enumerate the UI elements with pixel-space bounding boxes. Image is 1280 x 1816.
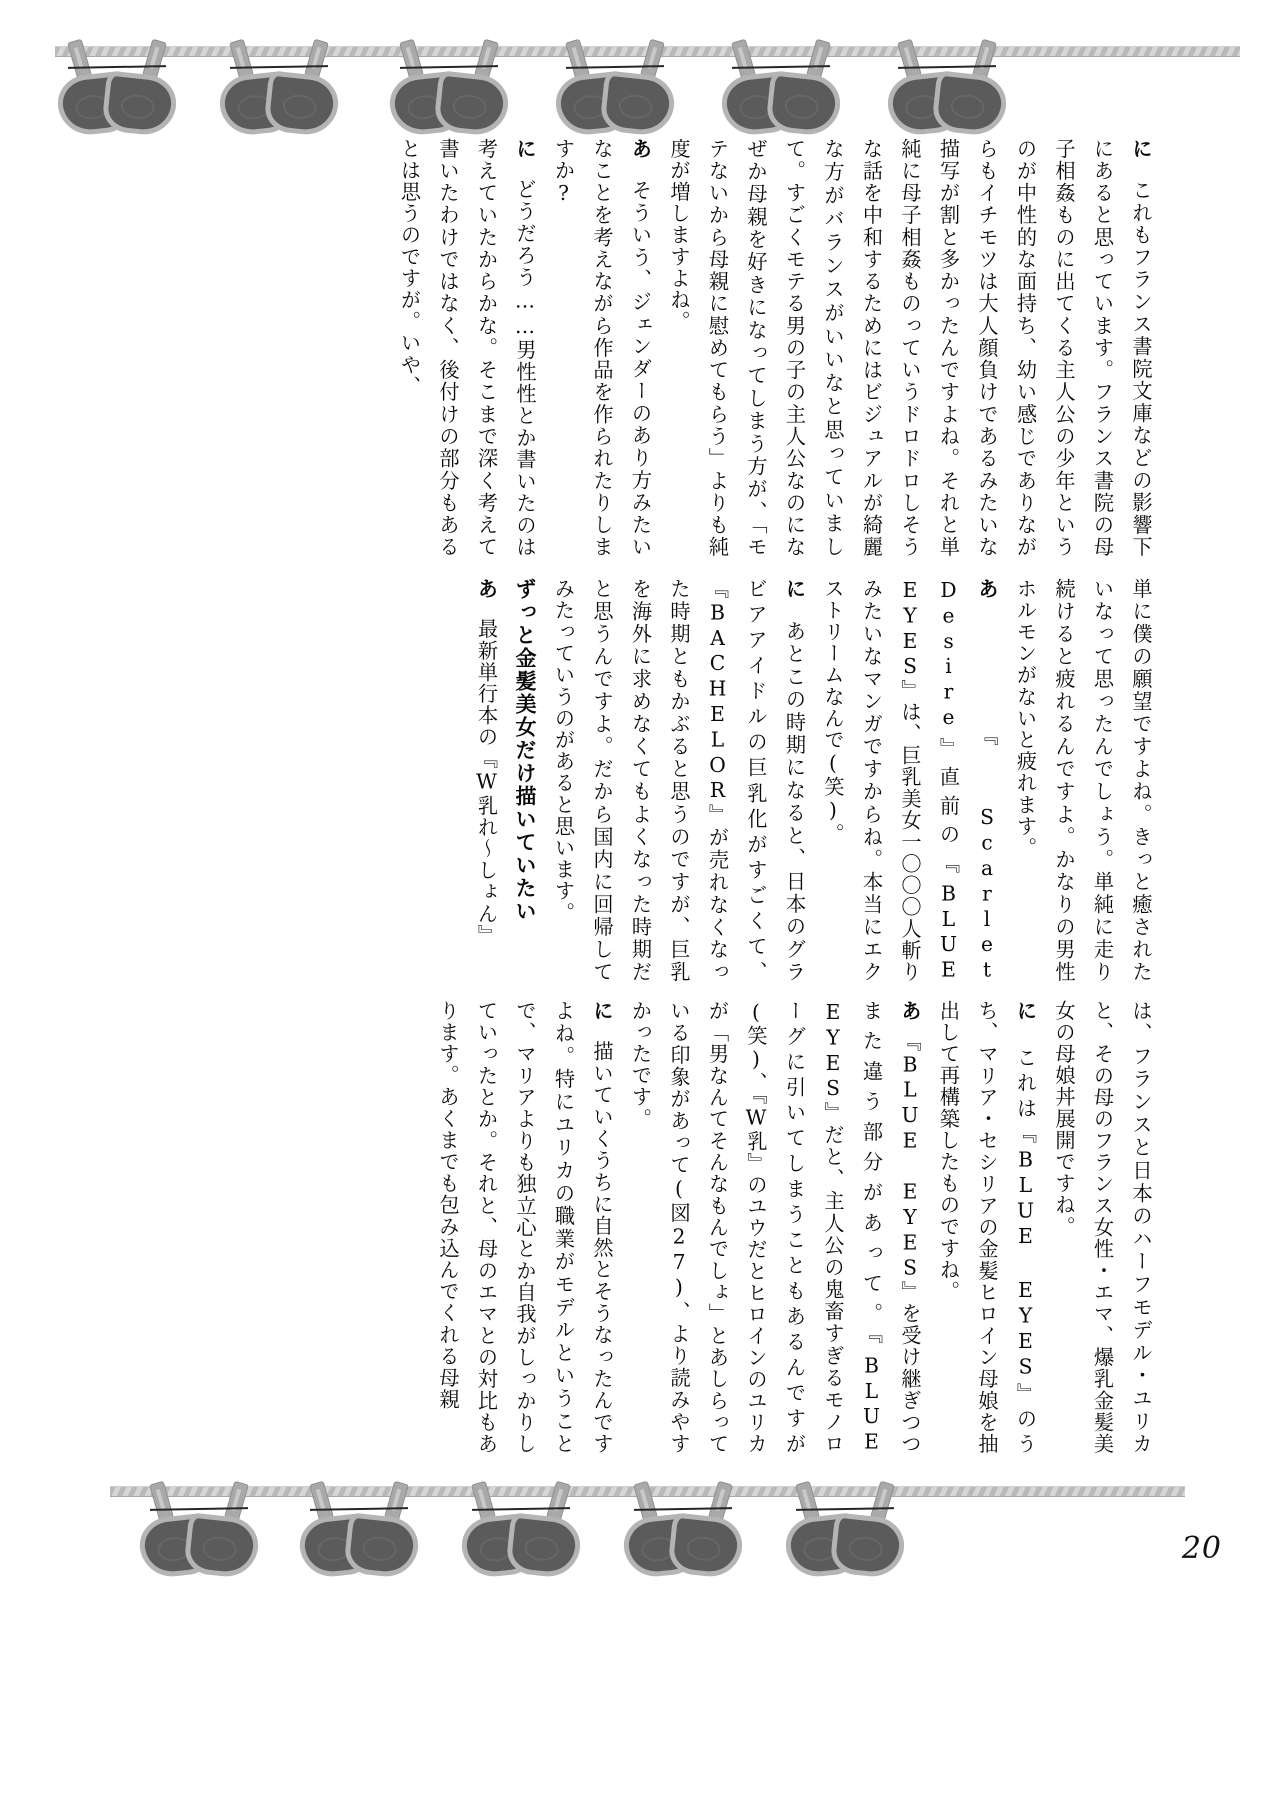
bra-cup-left [55,70,133,137]
bra-strap [230,65,328,69]
article-body [100,138,1160,1458]
speaker-gap [513,158,537,178]
clothesline-rope [55,46,1240,57]
speaker-label: に [782,578,807,600]
bra-icon [624,1494,742,1568]
speaker-gap [590,1020,614,1040]
paragraph [544,138,660,558]
clothespin-icon [309,1481,334,1522]
paragraph [429,1000,622,1455]
clothespin-icon [304,39,329,80]
section-heading [506,578,545,983]
clothespin-icon [229,39,254,80]
bra-icon [220,52,338,126]
text-block-top [100,138,1160,558]
clothespin-icon [731,39,756,80]
bra-icon [462,1494,580,1568]
speaker-label: あ [628,138,653,159]
bra-strap [150,1507,248,1511]
bra-cup-right [765,70,843,137]
clothespin-icon [795,1481,820,1522]
bra-cup-left [885,70,963,137]
speaker-gap [475,598,499,618]
bra-strap [898,65,996,69]
bra-strap [472,1507,570,1511]
text-block-bottom [100,1000,1160,1455]
speaker-label: に [1013,1000,1038,1024]
bra-icon [140,1494,258,1568]
paragraph [929,1000,1045,1455]
speaker-label: に [1129,138,1153,159]
speaker-gap [1014,1024,1038,1048]
paragraph-text: は、フランスと日本のハーフモデル・ユリカと、その母のフランス女性・エマ、爆乳金髪美女の母娘丼展開ですね。 [1052,1000,1153,1455]
clothespin-icon [565,39,590,80]
bra-cup-left [719,70,797,137]
clothespin-icon [399,39,424,80]
clothespin-icon [224,1481,249,1522]
bra-icon [390,52,508,126]
paragraph-text: 描いていくうちに自然とそうなったんですよね。特にユリカの職業がモデルということで、マリアよりも独立心とか自我がしっかりしていったとか。それと、母のエマとの対比もあります。あくまでも包み込んでくれる母親 [436,1000,614,1456]
bra-cup-right [263,70,341,137]
clothespin-icon [870,1481,895,1522]
clothespin-icon [149,1481,174,1522]
clothespin-icon [806,39,831,80]
bottom-clothesline-decoration [0,1470,1280,1600]
clothespin-icon [640,39,665,80]
clothesline-rope [110,1486,1185,1497]
paragraph-text: 『Scarlet Desire』直前の『BLUE EYES』は、巨乳美女一〇〇〇人斬りみたいなマンガですからね。本当にエクストリームなんで(笑)。 [821,578,999,984]
bra-cup-right [101,70,179,137]
paragraph [660,138,1161,558]
paragraph-text: これは『BLUE EYES』のうち、マリア・セシリアの金髪ヒロイン母娘を抽出して再構築したものですね。 [936,1000,1038,1455]
bra-icon [300,1494,418,1568]
speaker-gap [898,1020,922,1040]
bra-cup-left [621,1512,699,1579]
speaker-label: に [590,1000,614,1021]
paragraph [1006,578,1160,983]
speaker-gap [783,599,807,620]
bra-cup-right [505,1512,583,1579]
clothespin-icon [546,1481,571,1522]
bra-cup-right [667,1512,745,1579]
bra-cup-right [343,1512,421,1579]
speaker-label: あ [975,578,999,657]
section-heading-text: ずっと金髪美女だけ描いていたい [513,578,537,923]
clothespin-icon [471,1481,496,1522]
speaker-gap [1129,159,1153,180]
page-number: 20 [1181,1531,1222,1566]
speaker-label: に [513,138,537,159]
bra-icon [58,52,176,126]
paragraph-text: あとこの時期になると、日本のグラビアアイドルの巨乳化がすごくて、『BACHELOR』が売れなくなった時期ともかぶると思うのですが、巨乳を海外に求めなくてもよくなった時期だと思うんですよ。だから国内に回帰してみたっていうのがあると思います。 [551,578,807,984]
bra-strap [566,65,664,69]
paragraph-text: どうだろう……男性性とか書いたのは考えていたからかな。そこまで深く考えて書いたわけではなく、後付けの部分もあるとは思うのですが。いや、 [397,138,537,558]
bra-cup-left [137,1512,215,1579]
bra-strap [400,65,498,69]
bra-strap [796,1507,894,1511]
speaker-label: あ [898,1000,922,1021]
speaker-label: あ [474,578,499,599]
text-block-middle [100,578,1160,983]
bra-icon [556,52,674,126]
bra-icon [786,1494,904,1568]
clothespin-icon [142,39,167,80]
paragraph [467,578,506,983]
bra-icon [722,52,840,126]
paragraph-text: 単に僕の願望ですよね。きっと癒されたいなって思ったんでしょう。単純に走り続けると疲れるんですよ。かなりの男性ホルモンがないと疲れます。 [1013,578,1153,983]
clothespin-icon [972,39,997,80]
bra-cup-right [599,70,677,137]
speaker-gap [629,159,653,180]
clothespin-icon [474,39,499,80]
paragraph-text: 『BLUE EYES』を受け継ぎつつまた違う部分があって。『BLUE EYES』だと、主人公の鬼畜すぎるモノローグに引いてしまうこともあるんですが(笑)、『W乳』のユウだとヒロインのユリカが「男なんてそんなもんでしょ」とあしらっている印象があって(図27)、より読みやすかったです。 [628,1000,922,1455]
paragraph [814,578,1007,983]
bra-icon [888,52,1006,126]
bra-cup-right [183,1512,261,1579]
bra-cup-left [459,1512,537,1579]
bra-cup-right [829,1512,907,1579]
paragraph-text: これもフランス書院文庫などの影響下にあると思っています。フランス書院の母子相姦ものに出てくる主人公の少年というのが中性的な面持ち、幼い感じでありながらもイチモツは大人顔負けであるみたいな描写が割と多かったんですよね。それと単純に母子相姦ものっていうドロドロしそうな話を中和するためにはビジュアルが綺麗な方がバランスがいいなと思っていまして。すごくモテる男の子の主人公なのになぜか母親を好きになってしまう方が、「モテないから母親に慰めてもらう」よりも純度が増しますよね。 [667,138,1153,558]
bra-cup-left [553,70,631,137]
bra-cup-left [387,70,465,137]
bra-strap [634,1507,732,1511]
bra-strap [732,65,830,69]
bra-strap [310,1507,408,1511]
paragraph-text: そういう、ジェンダーのあり方みたいなことを考えながら作品を作られたりしますか? [551,138,653,558]
clothespin-icon [897,39,922,80]
clothespin-icon [67,39,92,80]
paragraph [544,578,814,983]
paragraph [621,1000,929,1455]
speaker-gap [975,657,999,736]
bra-strap [68,65,166,69]
clothespin-icon [708,1481,733,1522]
bra-cup-right [433,70,511,137]
paragraph-text: 最新単行本の『W乳れ〜しょん』 [474,618,499,947]
bra-cup-left [783,1512,861,1579]
bra-cup-left [297,1512,375,1579]
paragraph [390,138,544,558]
clothespin-icon [384,1481,409,1522]
bra-cup-left [217,70,295,137]
bra-cup-right [931,70,1009,137]
clothespin-icon [633,1481,658,1522]
top-clothesline-decoration [0,30,1280,150]
paragraph [1045,1000,1161,1455]
